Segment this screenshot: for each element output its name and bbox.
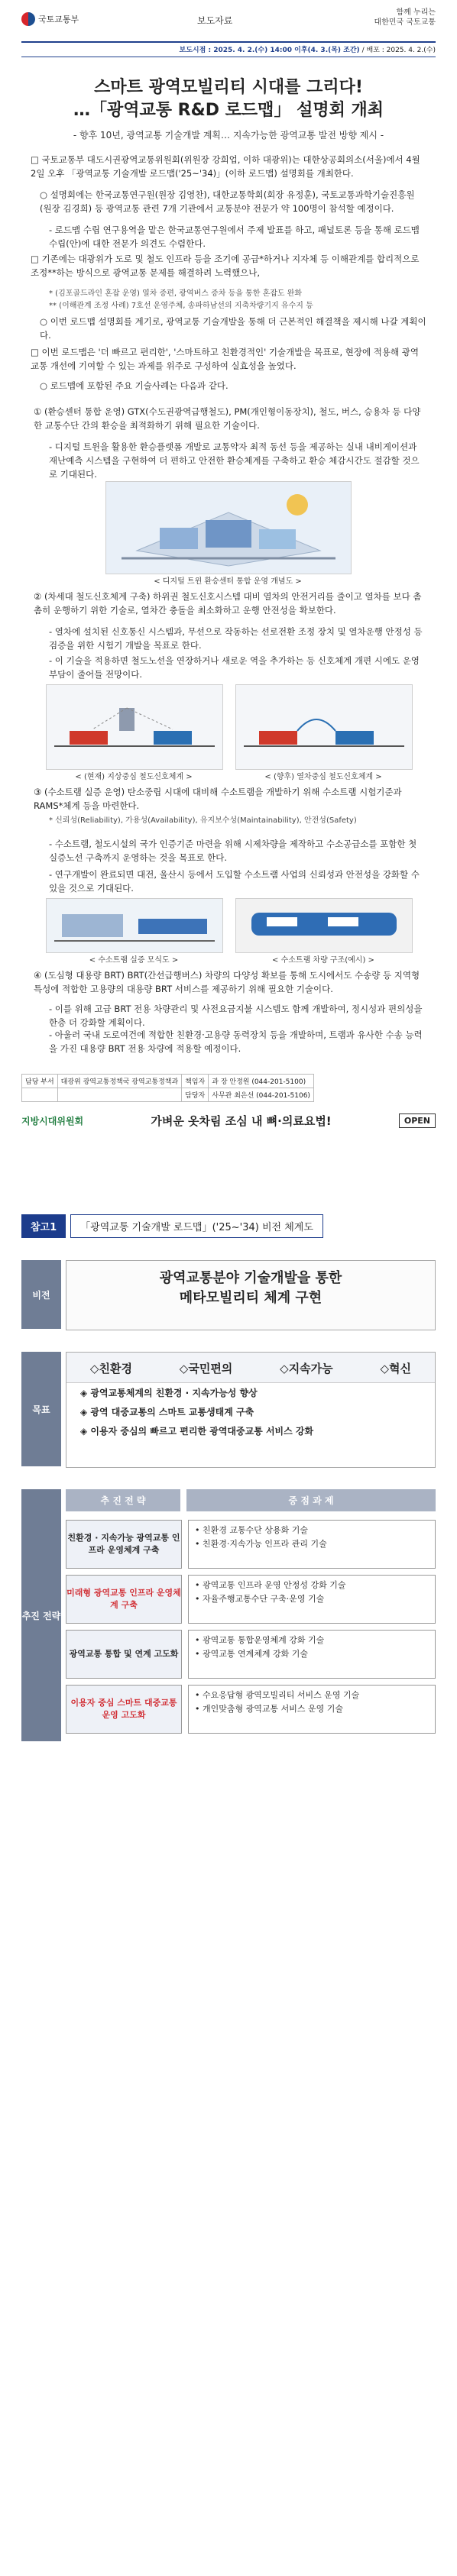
value-item: ◇친환경 <box>89 1362 132 1375</box>
strategy-tasks: • 수요응답형 광역모빌리티 서비스 운영 기술 • 개인맞춤형 광역교통 서비스 운영 기술 <box>188 1685 436 1734</box>
reference-title: 「광역교통 기술개발 로드맵」('25~'34) 비전 체계도 <box>70 1214 323 1238</box>
paragraph: ④ (도심형 대용량 BRT) BRT(간선급행버스) 차량의 다양성 확보를 통해 도시에서도 수송량 등 지역형 특성에 적합한 고용량의 대용량 BRT 서비스를 제공하기 위해 필요한 기술이다. <box>34 970 420 994</box>
paragraph: - 디지털 트윈을 활용한 환승플랫폼 개발로 교통약자 최적 동선 등을 제공하는 실내 내비게이션과 재난예측 시스템을 구현하여 더 편하고 안전한 환승체계를 구축하고 환승 체감시간도 절감할 것으로 기대된다. <box>49 441 420 480</box>
values-row <box>66 1353 435 1383</box>
reference-header <box>0 1214 457 1238</box>
paragraph: - 로드맵 수립 연구용역을 맡은 한국교통연구원에서 주제 발표를 하고, 패널토론 등을 통해 로드맵 수립(안)에 대한 전문가 의견도 수렴한다. <box>49 225 420 249</box>
train-signaling-diagram <box>235 684 413 770</box>
figure-caption: < (향후) 열차중심 철도신호체계 > <box>264 773 382 781</box>
reference-tag: 참고1 <box>21 1214 66 1238</box>
footnote: * 신뢰성(Reliability), 가용성(Availability), 유지보수성(Maintainability), 안전성(Safety) <box>49 816 357 825</box>
value-item: ◇국민편의 <box>179 1362 233 1375</box>
doc-type: 보도자료 <box>197 15 233 26</box>
transfer-center-diagram <box>105 481 352 574</box>
vision-label: 비전 <box>21 1260 61 1329</box>
reference-page <box>0 1184 457 2576</box>
strategy-header-left: 추 진 전 략 <box>66 1489 180 1511</box>
strategy-name: 친환경 · 지속가능 광역교통 인프라 운영체계 구축 <box>66 1520 182 1569</box>
brand: 지방시대위원회 <box>21 1115 84 1126</box>
paragraph: - 이를 위해 고급 BRT 전용 차량관리 및 사전요금지불 시스템도 함께 개발하여, 정시성과 편의성을 한층 더 강화할 계획이다. <box>49 1004 423 1028</box>
strategy-row <box>66 1575 436 1624</box>
paragraph: ② (차세대 철도신호체계 구축) 하위권 철도신호시스템 대비 열차의 안전거리를 줄이고 열차를 보다 촘촘히 운행하기 위한 기술로, 열차간 충돌을 최소화하고 운행 안전성을 확보한다. <box>34 591 422 616</box>
contact-dept-label: 담당 부서 <box>22 1075 58 1088</box>
ministry-emblem-icon <box>21 12 35 26</box>
strategy-row <box>66 1685 436 1734</box>
agency-name: 국토교통부 <box>38 15 79 24</box>
goal-item: ◈ 광역교통체계의 친환경 · 지속가능성 향상 <box>80 1388 258 1398</box>
strategy-tasks: • 친환경 교통수단 상용화 기술 • 친환경·지속가능 인프라 관리 기술 <box>188 1520 436 1569</box>
header-slogan: 함께 누리는 대한민국 국토교통 <box>374 8 436 27</box>
hydrogen-tram-structure-diagram <box>235 898 413 953</box>
figure-caption: < 수소트램 차량 구조(예시) > <box>272 956 374 965</box>
paragraph: ○ 설명회에는 한국교통연구원(원장 김영찬), 대한교통학회(회장 유정훈), 국토교통과학기술진흥원(원장 김경희) 등 광역교통 관련 7개 기관에서 교통분야 전문가 약 100명이 참석할 예정이다. <box>40 189 415 214</box>
strategy-tasks: • 광역교통 인프라 운영 안정성 강화 기술 • 자율주행교통수단 구축·운영 기술 <box>188 1575 436 1624</box>
paragraph: ① (환승센터 통합 운영) GTX(수도권광역급행철도), PM(개인형이동장치), 철도, 버스, 승용차 등 다양한 교통수단 간의 환승을 최적화하기 위해 필요한 기술이다. <box>34 406 421 431</box>
press-release-page <box>0 0 457 1146</box>
value-item: ◇혁신 <box>380 1362 412 1375</box>
paragraph: □ 이번 로드맵은 '더 빠르고 편리한', '스마트하고 친환경적인' 기술개발을 목표로, 현장에 적용해 광역교통 개선에 기여할 수 있는 과제를 위주로 구성하여 실효성을 높였다. <box>31 347 419 371</box>
figure-caption: < 디지털 트윈 환승센터 통합 운영 개념도 > <box>154 577 302 586</box>
contact-role: 담당자 <box>182 1088 209 1102</box>
figure-caption: < 수소트램 실증 모식도 > <box>89 956 179 965</box>
contact-dept: 대광위 광역교통정책국 광역교통정책과 <box>57 1075 182 1088</box>
open-badge: OPEN <box>399 1113 436 1128</box>
strategy-name: 미래형 광역교통 인프라 운영체계 구축 <box>66 1575 182 1624</box>
header-rule <box>21 41 436 43</box>
goal-item: ◈ 광역 대중교통의 스마트 교통생태계 구축 <box>80 1407 254 1417</box>
paragraph: □ 국토교통부 대도시권광역교통위원회(위원장 강희업, 이하 대광위)는 대한상공회의소(서울)에서 4월 2일 오후 「광역교통 기술개발 로드맵('25~'34)」(이하 로드맵) 설명회를 개최한다. <box>31 154 420 179</box>
vision-box: 광역교통분야 기술개발을 통한 메타모빌리티 체계 구현 <box>66 1260 436 1330</box>
value-item: ◇지속가능 <box>280 1362 333 1375</box>
embargo-line: 보도시점 : 2025. 4. 2.(수) 14:00 이후(4. 3.(목) 조간) / 배포 : 2025. 4. 2.(수) <box>179 47 436 54</box>
page-title: 스마트 광역모빌리티 시대를 그리다! …「광역교통 R&D 로드맵」 설명회 개최 <box>73 78 384 120</box>
strategy-header <box>66 1489 436 1511</box>
contact-role: 책임자 <box>182 1075 209 1088</box>
paragraph: ○ 이번 로드맵 설명회를 계기로, 광역교통 기술개발을 통해 더 근본적인 해결책을 제시해 나갈 계획이다. <box>40 316 426 341</box>
paragraph: □ 기존에는 대광위가 도로 및 철도 인프라 등을 조기에 공급*하거나 지자체 등 이해관계를 합리적으로 조정**하는 방식으로 광역교통 문제를 해결하려 노력했으나, <box>31 254 420 278</box>
contact-name: 과 장 안정원 (044-201-5100) <box>209 1075 314 1088</box>
strategy-row <box>66 1520 436 1569</box>
footer-banner <box>21 1107 436 1133</box>
header <box>21 8 436 41</box>
paragraph: - 연구개발이 완료되면 대전, 울산시 등에서 도입할 수소트램 사업의 신뢰성과 안전성을 강화할 수 있을 것으로 기대된다. <box>49 869 420 894</box>
strategy-header-right: 중 점 과 제 <box>186 1489 436 1511</box>
strategy-label: 추진 전략 <box>21 1489 61 1741</box>
goals-box <box>66 1352 436 1468</box>
paragraph: - 수소트램, 철도시설의 국가 인증기준 마련을 위해 시제차량을 제작하고 수소공급소를 포함한 첫 실증노선 구축까지 운영하는 것을 목표로 한다. <box>49 839 417 863</box>
page-subtitle: - 향후 10년, 광역교통 기술개발 계획… 지속가능한 광역교통 발전 방향 제시 - <box>73 130 384 141</box>
campaign-slogan: 가벼운 옷차림 조심 내 뼈·의료요법! <box>151 1113 332 1128</box>
paragraph: - 열차에 설치된 신호통신 시스템과, 무선으로 작동하는 선로전환 조정 장치 및 열차운행 안정성 등 검증을 위한 시험기 개발을 목표로 한다. <box>49 626 423 651</box>
goal-item: ◈ 이용자 중심의 빠르고 편리한 광역대중교통 서비스 강화 <box>80 1426 314 1437</box>
contact-name: 사무관 최은선 (044-201-5106) <box>209 1088 314 1102</box>
footnote: ** (이해관계 조정 사례) 7호선 운영주체, 송파하남선의 지축차량기지 유수지 등 <box>49 302 313 310</box>
ministry-logo <box>21 12 79 26</box>
strategy-name: 이용자 중심 스마트 대중교통 운영 고도화 <box>66 1685 182 1734</box>
paragraph: ○ 로드맵에 포함된 주요 기술사례는 다음과 같다. <box>40 380 228 391</box>
footnote: * (김포골드라인 혼잡 운영) 열차 증편, 광역버스 증차 등을 통한 혼잡도 완화 <box>49 289 303 298</box>
ground-signaling-diagram <box>46 684 223 770</box>
goal-label: 목표 <box>21 1352 61 1466</box>
paragraph: - 아울러 국내 도로여건에 적합한 친환경·고용량 동력장치 등을 개발하며, 트램과 유사한 수송 능력을 가진 대용량 BRT 전용 차량에 적용할 예정이다. <box>49 1029 423 1054</box>
figure-caption: < (현재) 지상중심 철도신호체계 > <box>75 773 193 781</box>
hydrogen-tram-demo-diagram <box>46 898 223 953</box>
strategy-row <box>66 1630 436 1679</box>
contact-table <box>21 1074 314 1102</box>
strategy-name: 광역교통 통합 및 연계 고도화 <box>66 1630 182 1679</box>
strategy-tasks: • 광역교통 통합운영체계 강화 기술 • 광역교통 연계체계 강화 기술 <box>188 1630 436 1679</box>
paragraph: ③ (수소트램 실증 운영) 탄소중립 시대에 대비해 수소트램을 개발하기 위해 수소트램 시험기준과 RAMS*체계 등을 마련한다. <box>34 787 402 811</box>
paragraph: - 이 기술을 적용하면 철도노선을 연장하거나 새로운 역을 추가하는 등 신호체계 개편 시에도 운영부담이 줄어들 전망이다. <box>49 655 420 680</box>
